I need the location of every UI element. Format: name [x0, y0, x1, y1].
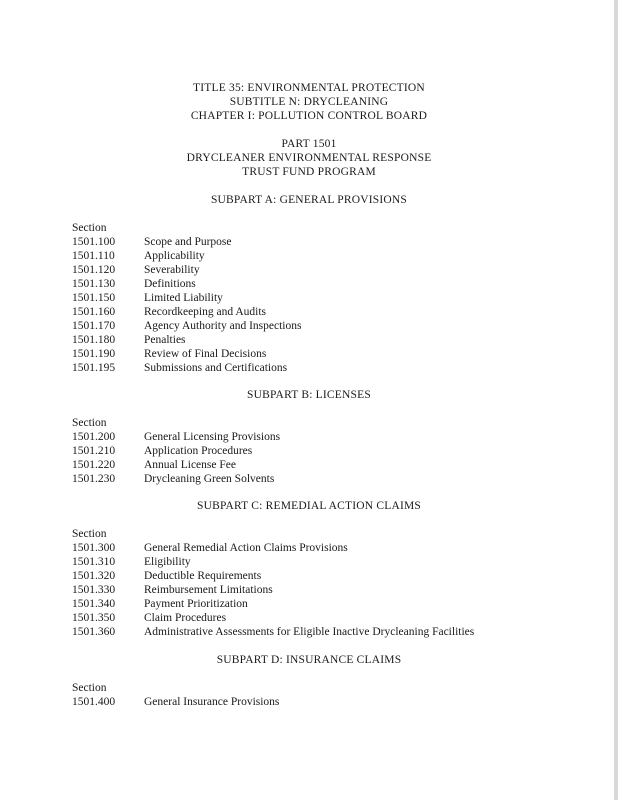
- section-number: 1501.340: [72, 598, 116, 610]
- section-number: 1501.160: [72, 306, 116, 318]
- subtitle-line: SUBTITLE N: DRYCLEANING: [229, 96, 389, 108]
- section-number: 1501.330: [72, 584, 116, 596]
- section-title: Application Procedures: [144, 445, 253, 457]
- section-number: 1501.400: [72, 696, 116, 708]
- part-name-line-1: DRYCLEANER ENVIRONMENTAL RESPONSE: [186, 152, 432, 164]
- section-number: 1501.100: [72, 236, 116, 248]
- section-number: 1501.150: [72, 292, 116, 304]
- section-title: Eligibility: [144, 556, 191, 568]
- section-number: 1501.320: [72, 570, 116, 582]
- section-title: General Licensing Provisions: [144, 431, 281, 443]
- section-title: Administrative Assessments for Eligible Inactive Drycleaning Facilities: [144, 626, 475, 638]
- section-title: Agency Authority and Inspections: [144, 320, 302, 332]
- section-number: 1501.170: [72, 320, 116, 332]
- section-title: Applicability: [144, 250, 205, 262]
- section-title: Reimbursement Limitations: [144, 584, 273, 596]
- section-title: General Insurance Provisions: [144, 696, 280, 708]
- section-title: General Remedial Action Claims Provisions: [144, 542, 348, 554]
- section-title: Deductible Requirements: [144, 570, 262, 582]
- section-number: 1501.350: [72, 612, 116, 624]
- section-title: Payment Prioritization: [144, 598, 248, 610]
- section-number: 1501.130: [72, 278, 116, 290]
- section-number: 1501.195: [72, 362, 116, 374]
- section-title: Recordkeeping and Audits: [144, 306, 267, 318]
- title-line: TITLE 35: ENVIRONMENTAL PROTECTION: [193, 82, 425, 94]
- section-number: 1501.310: [72, 556, 116, 568]
- section-number: 1501.190: [72, 348, 116, 360]
- section-title: Annual License Fee: [144, 459, 236, 471]
- section-number: 1501.200: [72, 431, 116, 443]
- section-number: 1501.210: [72, 445, 116, 457]
- section-title: Severability: [144, 264, 200, 276]
- subpart-heading: SUBPART B: LICENSES: [247, 389, 371, 401]
- section-number: 1501.360: [72, 626, 116, 638]
- section-number: 1501.230: [72, 473, 116, 485]
- chapter-line: CHAPTER I: POLLUTION CONTROL BOARD: [190, 110, 428, 122]
- section-title: Definitions: [144, 278, 196, 290]
- section-number: 1501.220: [72, 459, 116, 471]
- section-label: Section: [72, 682, 107, 694]
- section-number: 1501.120: [72, 264, 116, 276]
- section-title: Limited Liability: [144, 292, 223, 304]
- section-label: Section: [72, 417, 107, 429]
- part-name-line-2: TRUST FUND PROGRAM: [242, 166, 376, 178]
- section-label: Section: [72, 528, 107, 540]
- section-title: Submissions and Certifications: [144, 362, 288, 374]
- part-line: PART 1501: [281, 138, 337, 150]
- section-title: Claim Procedures: [144, 612, 227, 624]
- section-title: Penalties: [144, 334, 186, 346]
- subpart-heading: SUBPART A: GENERAL PROVISIONS: [210, 194, 408, 206]
- section-number: 1501.180: [72, 334, 116, 346]
- section-title: Drycleaning Green Solvents: [144, 473, 275, 485]
- section-number: 1501.110: [72, 250, 115, 262]
- subpart-heading: SUBPART D: INSURANCE CLAIMS: [216, 654, 402, 666]
- subpart-heading: SUBPART C: REMEDIAL ACTION CLAIMS: [196, 500, 422, 512]
- section-title: Review of Final Decisions: [144, 348, 267, 360]
- section-title: Scope and Purpose: [144, 236, 232, 248]
- section-number: 1501.300: [72, 542, 116, 554]
- section-label: Section: [72, 222, 107, 234]
